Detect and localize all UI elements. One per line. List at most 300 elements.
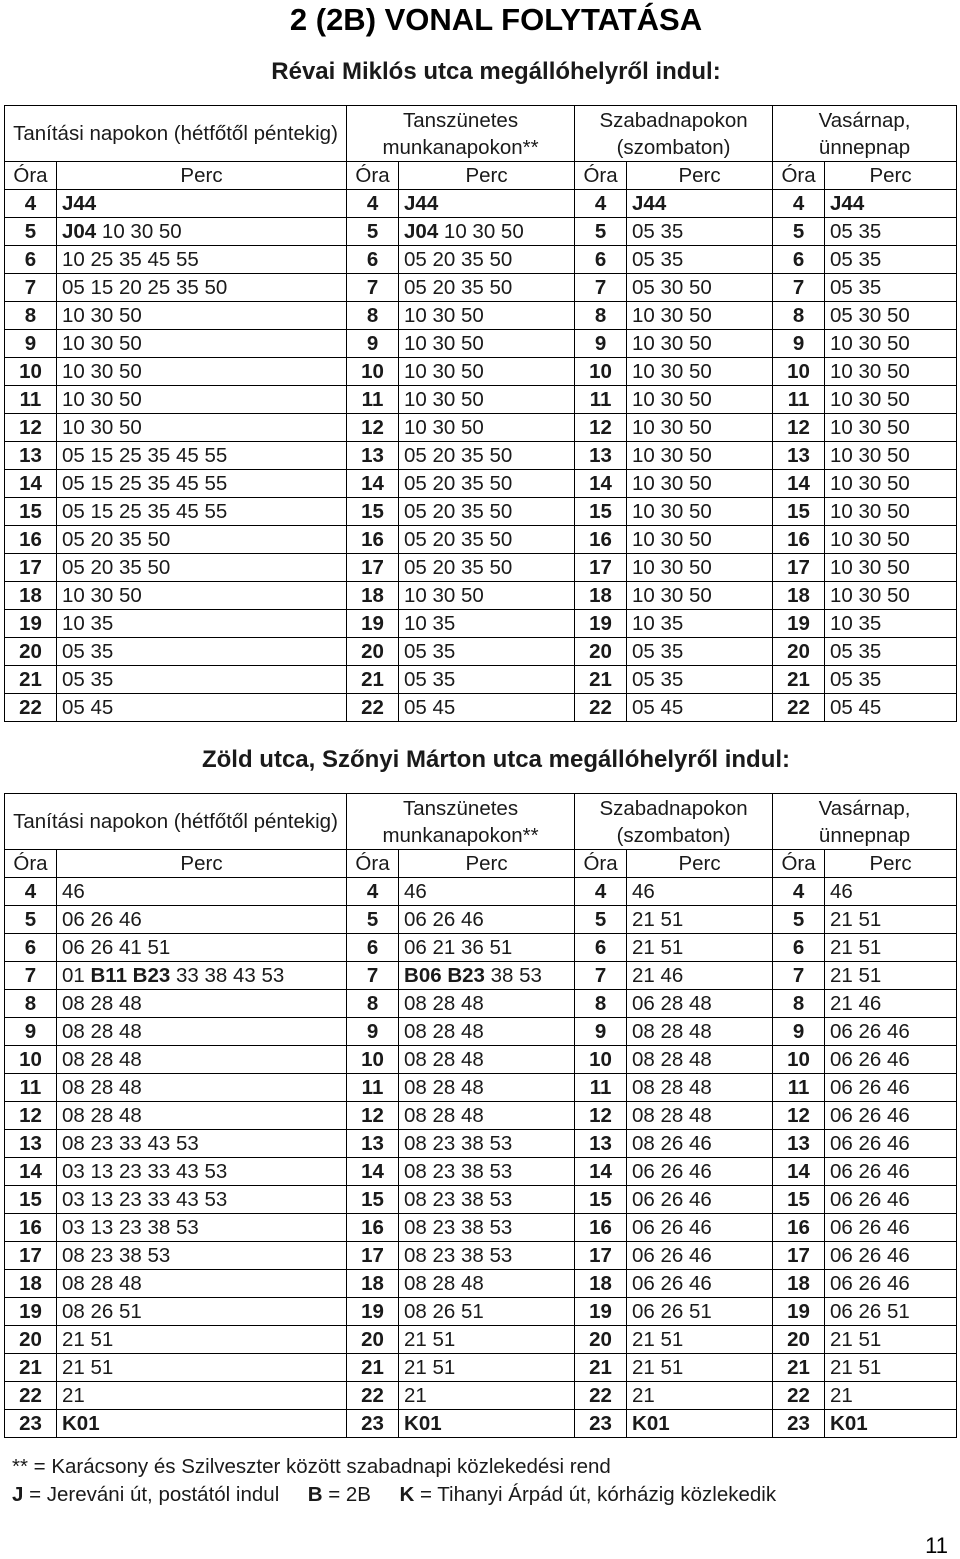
hour-cell: 11 — [773, 1074, 825, 1102]
column-header-hour: Óra — [773, 162, 825, 190]
minutes-cell: J44 — [399, 190, 575, 218]
table-row — [5, 358, 957, 386]
minutes-cell: 06 26 46 — [825, 1074, 957, 1102]
page-number: 11 — [925, 1533, 948, 1558]
minutes-cell: 08 28 48 — [627, 1074, 773, 1102]
minutes-cell: 10 30 50 — [825, 442, 957, 470]
minutes-cell: 08 26 46 — [627, 1130, 773, 1158]
timetable-revai — [4, 105, 957, 722]
group-header: Vasárnap, ünnepnap — [773, 106, 957, 162]
hour-cell: 17 — [5, 554, 57, 582]
minutes-cell: 10 30 50 — [399, 582, 575, 610]
hour-cell: 5 — [5, 218, 57, 246]
hour-cell: 16 — [5, 526, 57, 554]
minutes-cell: 05 35 — [57, 666, 347, 694]
hour-cell: 6 — [773, 934, 825, 962]
table-row — [5, 526, 957, 554]
minutes-cell: 05 20 35 50 — [57, 526, 347, 554]
minutes-cell: 10 30 50 — [57, 386, 347, 414]
hour-cell: 4 — [773, 878, 825, 906]
minutes-cell: 05 30 50 — [825, 302, 957, 330]
hour-cell: 22 — [575, 1382, 627, 1410]
hour-cell: 12 — [347, 414, 399, 442]
minutes-cell: 10 30 50 — [627, 442, 773, 470]
hour-cell: 11 — [347, 386, 399, 414]
minutes-cell: 05 15 25 35 45 55 — [57, 498, 347, 526]
minutes-cell: 06 26 46 — [825, 1186, 957, 1214]
hour-cell: 21 — [575, 666, 627, 694]
minutes-cell: 05 35 — [627, 666, 773, 694]
hour-cell: 6 — [347, 934, 399, 962]
hour-cell: 6 — [575, 934, 627, 962]
minutes-cell: 06 26 46 — [627, 1214, 773, 1242]
minutes-cell: 21 51 — [627, 906, 773, 934]
minutes-cell: 21 46 — [627, 962, 773, 990]
group-header-row — [5, 106, 957, 162]
hour-cell: 16 — [575, 526, 627, 554]
minutes-cell: 03 13 23 33 43 53 — [57, 1158, 347, 1186]
hour-cell: 21 — [5, 666, 57, 694]
minutes-cell: 06 26 46 — [627, 1158, 773, 1186]
hour-cell: 12 — [575, 414, 627, 442]
table-row — [5, 1410, 957, 1438]
minutes-cell: 10 30 50 — [57, 302, 347, 330]
hour-cell: 15 — [575, 498, 627, 526]
hour-cell: 19 — [5, 610, 57, 638]
minutes-cell: 08 23 38 53 — [57, 1242, 347, 1270]
table-row — [5, 1046, 957, 1074]
minutes-cell: 10 35 — [399, 610, 575, 638]
hour-cell: 15 — [347, 1186, 399, 1214]
minutes-cell: 06 26 46 — [627, 1242, 773, 1270]
hour-cell: 5 — [347, 906, 399, 934]
hour-cell: 14 — [773, 1158, 825, 1186]
minutes-cell: 05 35 — [825, 246, 957, 274]
hour-cell: 5 — [5, 906, 57, 934]
table-row — [5, 934, 957, 962]
minutes-cell: 05 35 — [399, 638, 575, 666]
hour-cell: 19 — [575, 610, 627, 638]
minutes-cell: 05 15 25 35 45 55 — [57, 442, 347, 470]
hour-cell: 19 — [347, 610, 399, 638]
minutes-cell: 08 28 48 — [399, 990, 575, 1018]
minutes-cell: 10 35 — [57, 610, 347, 638]
minutes-cell: 10 30 50 — [57, 358, 347, 386]
minutes-cell: 08 28 48 — [399, 1018, 575, 1046]
hour-cell: 18 — [575, 1270, 627, 1298]
hour-cell: 21 — [347, 666, 399, 694]
hour-cell: 16 — [347, 526, 399, 554]
minutes-cell: 05 30 50 — [627, 274, 773, 302]
hour-cell: 21 — [773, 666, 825, 694]
minutes-cell: 46 — [57, 878, 347, 906]
minutes-cell: 05 15 20 25 35 50 — [57, 274, 347, 302]
column-header-hour: Óra — [575, 162, 627, 190]
group-header: Vasárnap, ünnepnap — [773, 794, 957, 850]
minutes-cell: 06 26 46 — [825, 1242, 957, 1270]
hour-cell: 4 — [575, 878, 627, 906]
column-header-minute: Perc — [627, 162, 773, 190]
minutes-cell: 06 26 46 — [825, 1102, 957, 1130]
column-header-row — [5, 850, 957, 878]
hour-cell: 9 — [773, 330, 825, 358]
hour-cell: 4 — [347, 878, 399, 906]
hour-cell: 16 — [773, 1214, 825, 1242]
minutes-cell: 08 28 48 — [399, 1102, 575, 1130]
minutes-cell: 05 45 — [399, 694, 575, 722]
table-row — [5, 1018, 957, 1046]
hour-cell: 8 — [773, 302, 825, 330]
column-header-hour: Óra — [5, 850, 57, 878]
hour-cell: 5 — [575, 906, 627, 934]
table-row — [5, 1242, 957, 1270]
column-header-hour: Óra — [347, 162, 399, 190]
hour-cell: 8 — [5, 990, 57, 1018]
hour-cell: 9 — [347, 1018, 399, 1046]
minutes-cell: 05 45 — [57, 694, 347, 722]
hour-cell: 15 — [5, 498, 57, 526]
minutes-cell: 21 51 — [825, 1354, 957, 1382]
minutes-cell: 05 20 35 50 — [399, 274, 575, 302]
hour-cell: 19 — [773, 610, 825, 638]
minutes-cell: 06 26 41 51 — [57, 934, 347, 962]
hour-cell: 14 — [5, 470, 57, 498]
table-row — [5, 386, 957, 414]
minutes-cell: 10 30 50 — [627, 526, 773, 554]
minutes-cell: 05 20 35 50 — [399, 498, 575, 526]
hour-cell: 14 — [773, 470, 825, 498]
table-row — [5, 302, 957, 330]
hour-cell: 7 — [5, 274, 57, 302]
hour-cell: 13 — [347, 442, 399, 470]
hour-cell: 14 — [575, 1158, 627, 1186]
hour-cell: 8 — [5, 302, 57, 330]
minutes-cell: 10 30 50 — [825, 414, 957, 442]
column-header-minute: Perc — [825, 850, 957, 878]
minutes-cell: 08 28 48 — [399, 1046, 575, 1074]
minutes-cell: K01 — [57, 1410, 347, 1438]
hour-cell: 14 — [347, 1158, 399, 1186]
table-row — [5, 1298, 957, 1326]
timetable-zold — [4, 793, 957, 1438]
hour-cell: 6 — [575, 246, 627, 274]
minutes-cell: J04 10 30 50 — [57, 218, 347, 246]
minutes-cell: 10 30 50 — [627, 498, 773, 526]
minutes-cell: 05 35 — [399, 666, 575, 694]
hour-cell: 18 — [347, 582, 399, 610]
hour-cell: 10 — [575, 358, 627, 386]
group-header: Tanítási napokon (hétfőtől péntekig) — [5, 794, 347, 850]
hour-cell: 20 — [773, 1326, 825, 1354]
hour-cell: 8 — [575, 302, 627, 330]
table-row — [5, 1158, 957, 1186]
table-row — [5, 638, 957, 666]
minutes-cell: 06 26 46 — [627, 1186, 773, 1214]
minutes-cell: 21 51 — [57, 1354, 347, 1382]
hour-cell: 17 — [773, 1242, 825, 1270]
minutes-cell: 10 30 50 — [399, 414, 575, 442]
minutes-cell: 06 26 51 — [627, 1298, 773, 1326]
minutes-cell: 08 23 38 53 — [399, 1186, 575, 1214]
minutes-cell: 08 28 48 — [399, 1074, 575, 1102]
hour-cell: 10 — [347, 358, 399, 386]
minutes-cell: 21 51 — [825, 906, 957, 934]
minutes-cell: 08 28 48 — [57, 1046, 347, 1074]
hour-cell: 17 — [575, 1242, 627, 1270]
hour-cell: 10 — [773, 1046, 825, 1074]
minutes-cell: 08 23 38 53 — [399, 1158, 575, 1186]
group-header: Tanszünetes munkanapokon** — [347, 794, 575, 850]
minutes-cell: 21 46 — [825, 990, 957, 1018]
hour-cell: 16 — [575, 1214, 627, 1242]
hour-cell: 18 — [347, 1270, 399, 1298]
column-header-hour: Óra — [5, 162, 57, 190]
hour-cell: 17 — [773, 554, 825, 582]
table-row — [5, 1214, 957, 1242]
minutes-cell: 06 26 46 — [627, 1270, 773, 1298]
table-row — [5, 470, 957, 498]
hour-cell: 18 — [575, 582, 627, 610]
hour-cell: 23 — [5, 1410, 57, 1438]
minutes-cell: 06 26 46 — [825, 1018, 957, 1046]
hour-cell: 12 — [773, 414, 825, 442]
minutes-cell: 06 26 46 — [57, 906, 347, 934]
minutes-cell: 21 51 — [825, 1326, 957, 1354]
hour-cell: 23 — [347, 1410, 399, 1438]
minutes-cell: 10 30 50 — [57, 582, 347, 610]
minutes-cell: 10 30 50 — [825, 582, 957, 610]
hour-cell: 13 — [575, 442, 627, 470]
minutes-cell: 10 30 50 — [825, 358, 957, 386]
minutes-cell: 05 35 — [627, 218, 773, 246]
table-row — [5, 246, 957, 274]
minutes-cell: 08 23 33 43 53 — [57, 1130, 347, 1158]
group-header: Szabadnapokon (szombaton) — [575, 794, 773, 850]
hour-cell: 6 — [5, 246, 57, 274]
hour-cell: 20 — [5, 1326, 57, 1354]
hour-cell: 16 — [5, 1214, 57, 1242]
minutes-cell: 10 30 50 — [825, 526, 957, 554]
table-row — [5, 442, 957, 470]
minutes-cell: 21 51 — [627, 934, 773, 962]
minutes-cell: 05 20 35 50 — [57, 554, 347, 582]
column-header-minute: Perc — [825, 162, 957, 190]
group-header: Tanítási napokon (hétfőtől péntekig) — [5, 106, 347, 162]
minutes-cell: 05 45 — [627, 694, 773, 722]
hour-cell: 7 — [773, 962, 825, 990]
hour-cell: 9 — [575, 330, 627, 358]
hour-cell: 20 — [347, 638, 399, 666]
hour-cell: 12 — [347, 1102, 399, 1130]
column-header-minute: Perc — [57, 850, 347, 878]
hour-cell: 13 — [5, 1130, 57, 1158]
hour-cell: 22 — [773, 694, 825, 722]
hour-cell: 5 — [773, 218, 825, 246]
table-row — [5, 218, 957, 246]
minutes-cell: 05 15 25 35 45 55 — [57, 470, 347, 498]
hour-cell: 13 — [773, 442, 825, 470]
minutes-cell: 01 B11 B23 33 38 43 53 — [57, 962, 347, 990]
hour-cell: 9 — [347, 330, 399, 358]
minutes-cell: 21 51 — [399, 1326, 575, 1354]
minutes-cell: 08 28 48 — [57, 1074, 347, 1102]
hour-cell: 13 — [347, 1130, 399, 1158]
minutes-cell: 10 35 — [627, 610, 773, 638]
hour-cell: 11 — [575, 1074, 627, 1102]
hour-cell: 10 — [5, 1046, 57, 1074]
minutes-cell: 21 — [399, 1382, 575, 1410]
hour-cell: 9 — [5, 1018, 57, 1046]
minutes-cell: B06 B23 38 53 — [399, 962, 575, 990]
minutes-cell: 46 — [627, 878, 773, 906]
hour-cell: 16 — [773, 526, 825, 554]
minutes-cell: 08 26 51 — [399, 1298, 575, 1326]
hour-cell: 14 — [575, 470, 627, 498]
hour-cell: 7 — [347, 274, 399, 302]
column-header-minute: Perc — [57, 162, 347, 190]
hour-cell: 7 — [575, 274, 627, 302]
column-header-hour: Óra — [575, 850, 627, 878]
minutes-cell: 10 30 50 — [825, 498, 957, 526]
table-row — [5, 666, 957, 694]
minutes-cell: 08 28 48 — [627, 1018, 773, 1046]
group-header: Tanszünetes munkanapokon** — [347, 106, 575, 162]
group-header: Szabadnapokon (szombaton) — [575, 106, 773, 162]
minutes-cell: 08 28 48 — [57, 990, 347, 1018]
hour-cell: 14 — [5, 1158, 57, 1186]
minutes-cell: 21 51 — [825, 962, 957, 990]
minutes-cell: K01 — [627, 1410, 773, 1438]
minutes-cell: K01 — [399, 1410, 575, 1438]
table-row — [5, 190, 957, 218]
minutes-cell: 05 20 35 50 — [399, 442, 575, 470]
hour-cell: 15 — [347, 498, 399, 526]
hour-cell: 20 — [575, 1326, 627, 1354]
hour-cell: 22 — [773, 1382, 825, 1410]
minutes-cell: 10 30 50 — [57, 330, 347, 358]
minutes-cell: K01 — [825, 1410, 957, 1438]
minutes-cell: 10 30 50 — [57, 414, 347, 442]
hour-cell: 17 — [347, 1242, 399, 1270]
table-row — [5, 498, 957, 526]
hour-cell: 22 — [347, 694, 399, 722]
minutes-cell: 08 28 48 — [57, 1102, 347, 1130]
table-row — [5, 694, 957, 722]
hour-cell: 22 — [347, 1382, 399, 1410]
minutes-cell: 06 28 48 — [627, 990, 773, 1018]
minutes-cell: 08 28 48 — [57, 1018, 347, 1046]
hour-cell: 12 — [773, 1102, 825, 1130]
minutes-cell: 10 30 50 — [399, 302, 575, 330]
column-header-row — [5, 162, 957, 190]
minutes-cell: 10 30 50 — [627, 554, 773, 582]
hour-cell: 4 — [773, 190, 825, 218]
minutes-cell: J44 — [57, 190, 347, 218]
hour-cell: 10 — [773, 358, 825, 386]
hour-cell: 18 — [5, 1270, 57, 1298]
minutes-cell: 03 13 23 38 53 — [57, 1214, 347, 1242]
hour-cell: 10 — [347, 1046, 399, 1074]
hour-cell: 4 — [575, 190, 627, 218]
minutes-cell: 05 35 — [825, 218, 957, 246]
column-header-minute: Perc — [627, 850, 773, 878]
hour-cell: 5 — [773, 906, 825, 934]
page-title: 2 (2B) VONAL FOLYTATÁSA — [289, 2, 703, 37]
minutes-cell: 06 26 46 — [825, 1130, 957, 1158]
hour-cell: 11 — [575, 386, 627, 414]
hour-cell: 5 — [575, 218, 627, 246]
hour-cell: 20 — [575, 638, 627, 666]
minutes-cell: 10 30 50 — [627, 582, 773, 610]
minutes-cell: 06 26 46 — [825, 1270, 957, 1298]
minutes-cell: 05 20 35 50 — [399, 526, 575, 554]
table-row — [5, 878, 957, 906]
table-row — [5, 962, 957, 990]
minutes-cell: 10 30 50 — [825, 330, 957, 358]
hour-cell: 7 — [575, 962, 627, 990]
hour-cell: 15 — [5, 1186, 57, 1214]
hour-cell: 11 — [347, 1074, 399, 1102]
minutes-cell: 08 23 38 53 — [399, 1242, 575, 1270]
table-row — [5, 1102, 957, 1130]
hour-cell: 15 — [575, 1186, 627, 1214]
minutes-cell: 21 — [825, 1382, 957, 1410]
minutes-cell: 08 28 48 — [627, 1102, 773, 1130]
minutes-cell: J44 — [627, 190, 773, 218]
minutes-cell: 10 30 50 — [399, 330, 575, 358]
table-row — [5, 1186, 957, 1214]
hour-cell: 4 — [5, 878, 57, 906]
hour-cell: 21 — [773, 1354, 825, 1382]
table-row — [5, 990, 957, 1018]
minutes-cell: 21 51 — [57, 1326, 347, 1354]
hour-cell: 9 — [773, 1018, 825, 1046]
minutes-cell: 06 26 46 — [825, 1046, 957, 1074]
hour-cell: 8 — [575, 990, 627, 1018]
hour-cell: 19 — [347, 1298, 399, 1326]
hour-cell: 7 — [773, 274, 825, 302]
minutes-cell: 10 30 50 — [825, 470, 957, 498]
hour-cell: 10 — [5, 358, 57, 386]
hour-cell: 15 — [773, 1186, 825, 1214]
hour-cell: 6 — [347, 246, 399, 274]
minutes-cell: 08 23 38 53 — [399, 1130, 575, 1158]
hour-cell: 4 — [5, 190, 57, 218]
minutes-cell: 21 51 — [399, 1354, 575, 1382]
minutes-cell: J04 10 30 50 — [399, 218, 575, 246]
hour-cell: 22 — [5, 694, 57, 722]
column-header-hour: Óra — [347, 850, 399, 878]
hour-cell: 8 — [773, 990, 825, 1018]
hour-cell: 9 — [5, 330, 57, 358]
hour-cell: 23 — [773, 1410, 825, 1438]
hour-cell: 8 — [347, 990, 399, 1018]
table-row — [5, 414, 957, 442]
minutes-cell: 21 51 — [627, 1354, 773, 1382]
hour-cell: 22 — [575, 694, 627, 722]
hour-cell: 12 — [5, 1102, 57, 1130]
hour-cell: 13 — [575, 1130, 627, 1158]
table-row — [5, 1382, 957, 1410]
hour-cell: 4 — [347, 190, 399, 218]
minutes-cell: 10 30 50 — [627, 358, 773, 386]
hour-cell: 20 — [773, 638, 825, 666]
hour-cell: 21 — [5, 1354, 57, 1382]
minutes-cell: 21 — [627, 1382, 773, 1410]
minutes-cell: 46 — [399, 878, 575, 906]
hour-cell: 7 — [347, 962, 399, 990]
hour-cell: 17 — [5, 1242, 57, 1270]
